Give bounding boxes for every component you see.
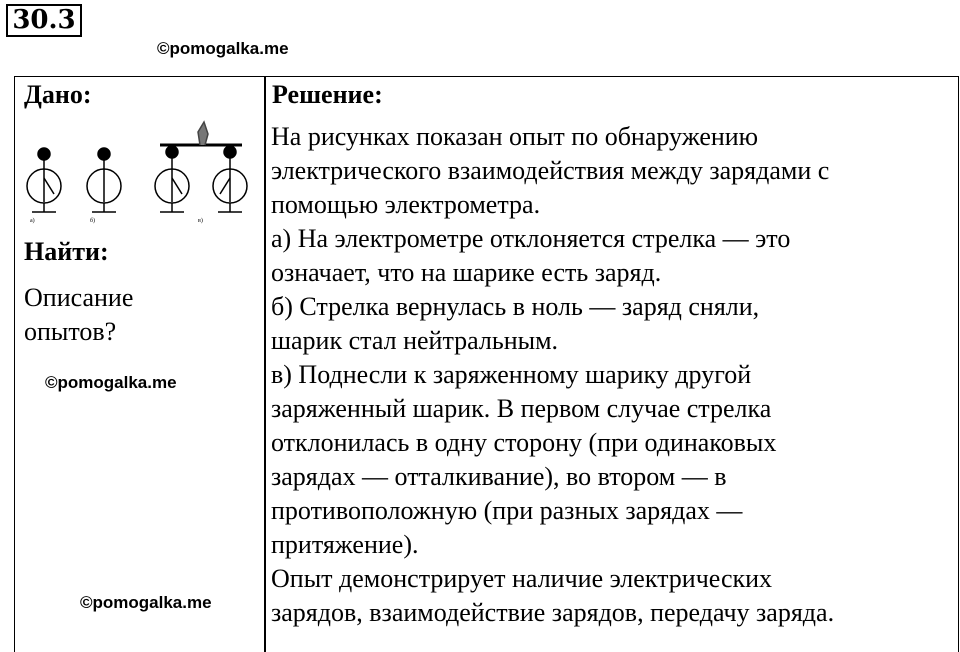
watermark: ©pomogalka.me	[157, 39, 289, 58]
figure-label-b: б)	[90, 218, 96, 224]
find-line: опытов?	[24, 317, 117, 346]
watermark: ©pomogalka.me	[45, 373, 177, 392]
given-heading: Дано:	[24, 80, 92, 109]
figure-label-c: в)	[198, 218, 203, 224]
solution-line: означает, что на шарике есть заряд.	[271, 258, 662, 287]
watermark: ©pomogalka.me	[80, 593, 212, 612]
column-divider	[264, 76, 266, 652]
electrometer-a	[27, 148, 61, 212]
electrometer-figure	[22, 112, 254, 224]
solution-line: помощью электрометра.	[271, 190, 541, 219]
electrometer-c	[155, 122, 247, 212]
solution-line: электрического взаимодействия между зарядами с	[271, 156, 830, 185]
solution-line: На рисунках показан опыт по обнаружению	[271, 122, 759, 151]
solution-line: зарядах — отталкивание), во втором — в	[271, 462, 727, 491]
solution-line: отклонилась в одну сторону (при одинаковых	[271, 428, 777, 457]
solution-line: заряженный шарик. В первом случае стрелка	[271, 394, 772, 423]
solution-line: зарядов, взаимодействие зарядов, передачу заряда.	[271, 598, 835, 627]
solution-heading: Решение:	[272, 80, 383, 109]
solution-line: б) Стрелка вернулась в ноль — заряд сняли,	[271, 292, 760, 321]
figure-label-a: а)	[30, 218, 35, 224]
solution-line: притяжение).	[271, 530, 419, 559]
problem-number: 30.3	[6, 4, 82, 37]
solution-line: противоположную (при разных зарядах —	[271, 496, 743, 525]
find-line: Описание	[24, 283, 134, 312]
solution-line: а) На электрометре отклоняется стрелка — это	[271, 224, 791, 253]
solution-line: Опыт демонстрирует наличие электрических	[271, 564, 773, 593]
solution-line: в) Поднесли к заряженному шарику другой	[271, 360, 752, 389]
solution-body	[271, 120, 834, 630]
solution-line: шарик стал нейтральным.	[271, 326, 559, 355]
find-text	[24, 281, 133, 349]
electrometer-b	[87, 148, 121, 212]
find-heading: Найти:	[24, 237, 109, 266]
